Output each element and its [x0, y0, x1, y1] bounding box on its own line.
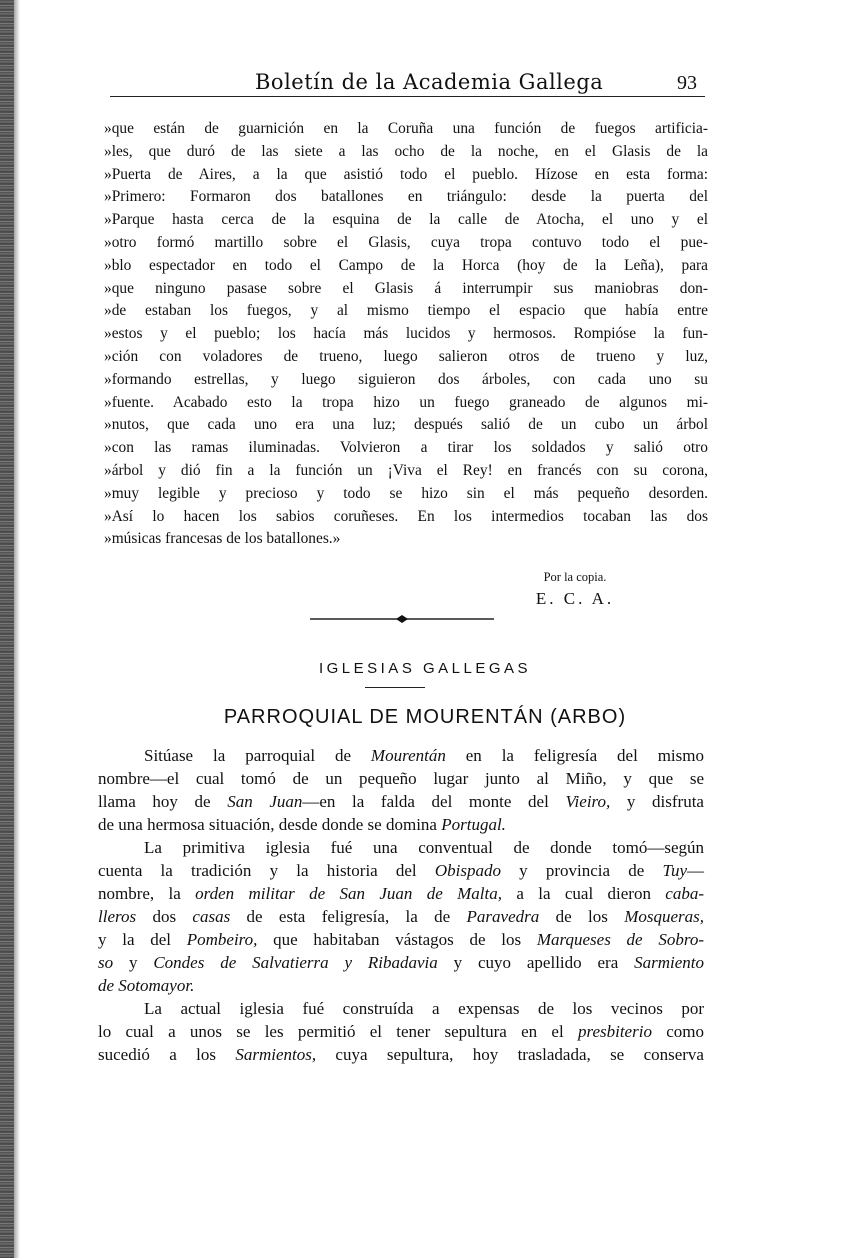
quote-line: »blo espectador en todo el Campo de la Horca (hoy de la Leña), para	[104, 256, 708, 274]
body-line: lo cual a unos se les permitió el tener sepultura en el presbiterio como	[98, 1022, 704, 1041]
body-line: so y Condes de Salvatierra y Ribadavia y cuyo apellido era Sarmiento	[98, 953, 704, 972]
body-line: de una hermosa situación, desde donde se domina Portugal.	[98, 815, 506, 834]
quote-line: »Así lo hacen los sabios coruñeses. En los intermedios tocaban las dos	[104, 507, 708, 525]
body-line: lleros dos casas de esta feligresía, la de Paravedra de los Mosqueras,	[98, 907, 704, 926]
quote-line: »árbol y dió fin a la función un ¡Viva el Rey! en francés con su corona,	[104, 461, 708, 479]
binding-shadow	[14, 0, 20, 1258]
quote-line: »nutos, que cada uno era una luz; después salió de un cubo un árbol	[104, 416, 708, 434]
article-body	[98, 744, 704, 1066]
section-underline	[365, 687, 425, 688]
book-binding-edge	[0, 0, 14, 1258]
body-line: cuenta la tradición y la historia del Obispado y provincia de Tuy—	[98, 861, 704, 880]
quote-line: »estos y el pueblo; los hacía más lucidos y hermosos. Rompióse la fun-	[104, 325, 708, 343]
journal-title: Boletín de la Academia Gallega	[255, 70, 604, 94]
body-line: sucedió a los Sarmientos, cuya sepultura, hoy trasladada, se conserva	[98, 1045, 704, 1064]
body-line: Sitúase la parroquial de Mourentán en la feligresía del mismo	[144, 746, 704, 765]
quote-line: »que están de guarnición en la Coruña una función de fuegos artificia-	[104, 120, 708, 137]
article-title: PARROQUIAL DE MOURENTÁN (ARBO)	[223, 706, 627, 728]
quote-line: »con las ramas iluminadas. Volvieron a tirar los soldados y salió otro	[104, 439, 708, 457]
quoted-text-block	[104, 118, 708, 551]
quote-line: »les, que duró de las siete a las ocho de la noche, en el Glasis de la	[104, 142, 708, 160]
quote-line: »formando estrellas, y luego siguieron dos árboles, con cada uno su	[104, 370, 708, 388]
section-title: IGLESIAS GALLEGAS	[318, 660, 532, 677]
body-line: nombre, la orden militar de San Juan de Malta, a la cual dieron caba-	[98, 884, 705, 903]
running-head	[110, 66, 705, 97]
body-line: La actual iglesia fué construída a expensas de los vecinos por	[144, 999, 704, 1018]
quote-line: »músicas francesas de los batallones.»	[104, 530, 341, 548]
quote-line: »Parque hasta cerca de la esquina de la calle de Atocha, el uno y el	[104, 211, 708, 229]
quote-line: »Primero: Formaron dos batallones en triángulo: desde la puerta del	[104, 188, 708, 206]
quote-line: »ción con voladores de trueno, luego salieron otros de trueno y luz,	[104, 347, 708, 365]
body-line: de Sotomayor.	[98, 976, 195, 995]
body-line: La primitiva iglesia fué una conventual de donde tomó—según	[144, 838, 704, 857]
body-line: nombre—el cual tomó de un pequeño lugar junto al Miño, y que se	[98, 769, 704, 788]
ornamental-rule	[310, 614, 494, 624]
page-number: 93	[677, 72, 697, 94]
quote-line: »muy legible y precioso y todo se hizo sin el más pequeño desorden.	[104, 484, 708, 502]
quote-line: »de estaban los fuegos, y al mismo tiempo el espacio que había entre	[104, 302, 708, 320]
quote-line: »que ninguno pasase sobre el Glasis á interrumpir sus maniobras don-	[104, 279, 708, 297]
body-line: llama hoy de San Juan—en la falda del monte del Vieiro, y disfruta	[98, 792, 704, 811]
signature-block	[520, 570, 630, 609]
signature-label: Por la copia.	[543, 570, 607, 584]
quote-line: »Puerta de Aires, a la que asistió todo el pueblo. Hízose en esta forma:	[104, 165, 708, 183]
signature-initials: E. C. A.	[535, 589, 615, 608]
quote-line: »fuente. Acabado esto la tropa hizo un fuego graneado de algunos mi-	[104, 393, 708, 411]
body-line: y la del Pombeiro, que habitaban vástagos de los Marqueses de Sobro-	[98, 930, 704, 949]
quote-line: »otro formó martillo sobre el Glasis, cuya tropa contuvo todo el pue-	[104, 233, 708, 251]
